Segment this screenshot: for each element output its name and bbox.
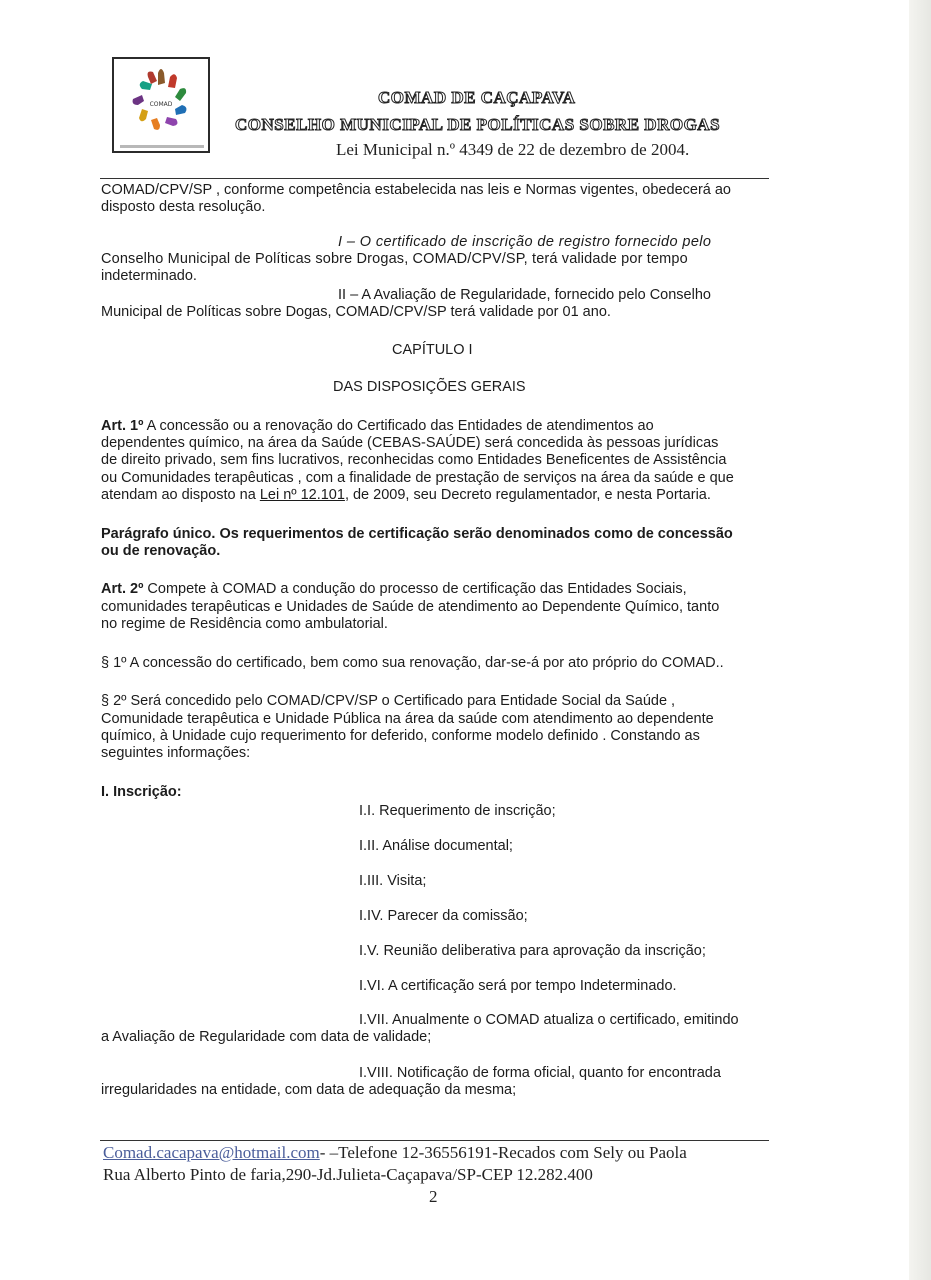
section-2-line-4: seguintes informações: [101,745,251,761]
item-1-line-3: indeterminado. [101,268,197,284]
inscricao-item-4: I.IV. Parecer da comissão; [359,908,528,924]
item-1-line-1: I – O certificado de inscrição de registro fornecido pelo [338,234,712,250]
footer-address: Rua Alberto Pinto de faria,290-Jd.Julieta-Caçapava/SP-CEP 12.282.400 [103,1165,593,1184]
art-1-line-4: ou Comunidades terapêuticas , com a finalidade de prestação de serviços na área da saúde e que [101,470,734,486]
header-law: Lei Municipal n.º 4349 de 22 de dezembro de 2004. [336,140,690,159]
chapter-heading: CAPÍTULO I [392,342,473,358]
chapter-title: DAS DISPOSIÇÕES GERAIS [333,379,526,395]
paragrafo-unico-line-1: Parágrafo único. Os requerimentos de certificação serão denominados como de concessão [101,526,733,542]
footer-contact-line [103,1143,687,1163]
art-2-line-1 [101,581,687,598]
art-2-line-3: no regime de Residência como ambulatorial. [101,616,388,632]
inscricao-item-3: I.III. Visita; [359,873,427,889]
header-title: COMAD DE CAÇAPAVA [378,88,576,107]
intro-line-2: disposto desta resolução. [101,199,266,215]
inscricao-item-1: I.I. Requerimento de inscrição; [359,803,556,819]
inscricao-item-6: I.VI. A certificação será por tempo Indeterminado. [359,978,677,994]
item-1-line-2: Conselho Municipal de Políticas sobre Drogas, COMAD/CPV/SP, terá validade por tempo [101,251,688,267]
footer-email-link[interactable]: Comad.cacapava@hotmail.com [103,1143,320,1162]
art-1-text-1: A concessão ou a renovação do Certificado das Entidades de atendimentos ao [146,418,654,434]
inscricao-item-7-line-2: a Avaliação de Regularidade com data de validade; [101,1029,432,1045]
inscricao-heading: I. Inscrição: [101,784,182,800]
art-1-line-5 [101,487,711,504]
inscricao-item-5: I.V. Reunião deliberativa para aprovação da inscrição; [359,943,706,959]
art-1-line-1 [101,418,654,435]
art-2-line-2: comunidades terapêuticas e Unidades de Saúde de atendimento ao Dependente Químico, tanto [101,599,720,615]
inscricao-item-7-line-1: I.VII. Anualmente o COMAD atualiza o certificado, emitindo [359,1012,739,1028]
section-2-line-2: Comunidade terapêutica e Unidade Pública na área da saúde com atendimento ao dependente [101,711,714,727]
inscricao-item-8-line-1: I.VIII. Notificação de forma oficial, quanto for encontrada [359,1065,721,1081]
header-divider [100,178,769,179]
art-2-label: Art. 2º [101,581,144,597]
section-2-line-1: § 2º Será concedido pelo COMAD/CPV/SP o Certificado para Entidade Social da Saúde , [101,693,676,709]
art-1-text-5b: , de 2009, seu Decreto regulamentador, e nesta Portaria. [344,487,711,503]
page-number: 2 [429,1187,438,1206]
inscricao-item-8-line-2: irregularidades na entidade, com data de adequação da mesma; [101,1082,517,1098]
section-2-line-3: químico, à Unidade cujo requerimento for deferido, conforme modelo definido . Constando as [101,728,700,744]
item-2-line-2: Municipal de Políticas sobre Dogas, COMAD/CPV/SP terá validade por 01 ano. [101,304,611,320]
section-1: § 1º A concessão do certificado, bem como sua renovação, dar-se-á por ato próprio do COMAD.. [101,655,724,671]
art-1-label: Art. 1º [101,418,144,434]
law-12101-link[interactable]: Lei nº 12.101 [259,487,345,503]
page-edge-shadow [909,0,931,1280]
footer-divider [100,1140,769,1141]
footer-phone: - –Telefone 12-36556191-Recados com Sely ou Paola [319,1143,687,1162]
art-1-text-5a: atendam ao disposto na [101,487,256,503]
logo-text: COMAD [149,101,173,108]
comad-logo [112,57,210,153]
logo-caption-line [120,145,204,148]
hands-logo-icon [114,59,208,151]
art-2-text-1: Compete à COMAD a condução do processo de certificação das Entidades Sociais, [147,581,687,597]
item-2-line-1: II – A Avaliação de Regularidade, fornecido pelo Conselho [338,287,711,303]
art-1-line-2: dependentes químico, na área da Saúde (CEBAS-SAÚDE) será concedida às pessoas jurídicas [101,435,719,451]
art-1-line-3: de direito privado, sem fins lucrativos, reconhecidas como Entidades Beneficentes de Assistência [101,452,727,468]
paragrafo-unico-line-2: ou de renovação. [101,543,221,559]
intro-line-1: COMAD/CPV/SP , conforme competência estabelecida nas leis e Normas vigentes, obedecerá ao [101,182,731,198]
header-subtitle: CONSELHO MUNICIPAL DE POLÍTICAS SOBRE DROGAS [235,115,721,134]
inscricao-item-2: I.II. Análise documental; [359,838,513,854]
